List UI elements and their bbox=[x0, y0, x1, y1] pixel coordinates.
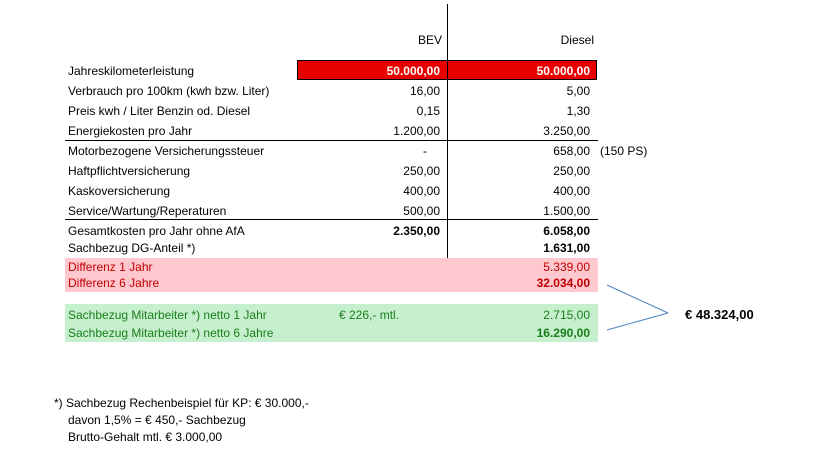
footnote-line-1: *) Sachbezug Rechenbeispiel für KP: € 30.000,- bbox=[54, 396, 309, 410]
row-label: Verbrauch pro 100km (kwh bzw. Liter) bbox=[68, 84, 270, 98]
footnote-line-2: davon 1,5% = € 450,- Sachbezug bbox=[68, 413, 246, 427]
row-label: Service/Wartung/Reperaturen bbox=[68, 204, 227, 218]
row-label: Jahreskilometerleistung bbox=[68, 64, 195, 78]
row-bev: 1.200,00 bbox=[393, 124, 440, 138]
row-bev: 16,00 bbox=[409, 84, 440, 98]
row-bev: € 226,- mtl. bbox=[339, 308, 400, 322]
row-diesel: 2.715,00 bbox=[543, 308, 590, 322]
row-diesel: 400,00 bbox=[553, 184, 590, 198]
row-label: Energiekosten pro Jahr bbox=[68, 124, 193, 138]
row-diesel: 250,00 bbox=[553, 164, 590, 178]
row-diesel: 658,00 bbox=[553, 144, 590, 158]
row-diesel: 1,30 bbox=[566, 104, 590, 118]
header-bev: BEV bbox=[417, 33, 442, 47]
footnote-line-3: Brutto-Gehalt mtl. € 3.000,00 bbox=[68, 430, 223, 444]
row-diesel: 1.500,00 bbox=[543, 204, 590, 218]
row-label: Sachbezug DG-Anteil *) bbox=[68, 241, 196, 255]
row-diesel: 50.000,00 bbox=[536, 64, 590, 78]
row-note: (150 PS) bbox=[600, 144, 648, 158]
row-label: Differenz 6 Jahre bbox=[68, 276, 160, 290]
row-label: Preis kwh / Liter Benzin od. Diesel bbox=[68, 104, 251, 118]
row-label: Sachbezug Mitarbeiter *) netto 1 Jahr bbox=[68, 308, 267, 322]
row-diesel: 6.058,00 bbox=[543, 224, 590, 238]
row-bev: 2.350,00 bbox=[393, 224, 440, 238]
row-diesel: 3.250,00 bbox=[543, 124, 590, 138]
row-bev: 0,15 bbox=[416, 104, 440, 118]
row-label: Motorbezogene Versicherungssteuer bbox=[68, 144, 265, 158]
row-label: Differenz 1 Jahr bbox=[68, 260, 153, 274]
total-sum: € 48.324,00 bbox=[685, 307, 754, 322]
row-label: Sachbezug Mitarbeiter *) netto 6 Jahre bbox=[68, 326, 274, 340]
row-bev: - bbox=[423, 144, 427, 158]
row-label: Kaskoversicherung bbox=[68, 184, 171, 198]
row-diesel: 5.339,00 bbox=[543, 260, 590, 274]
row-diesel: 16.290,00 bbox=[536, 326, 590, 340]
row-bev: 500,00 bbox=[403, 204, 440, 218]
row-bev: 400,00 bbox=[403, 184, 440, 198]
row-diesel: 5,00 bbox=[566, 84, 590, 98]
row-diesel: 32.034,00 bbox=[536, 276, 590, 290]
row-bev: 50.000,00 bbox=[386, 64, 440, 78]
row-bev: 250,00 bbox=[403, 164, 440, 178]
header-diesel: Diesel bbox=[560, 33, 594, 47]
row-diesel: 1.631,00 bbox=[543, 241, 590, 255]
row-label: Gesamtkosten pro Jahr ohne AfA bbox=[68, 224, 245, 238]
row-label: Haftpflichtversicherung bbox=[68, 164, 191, 178]
